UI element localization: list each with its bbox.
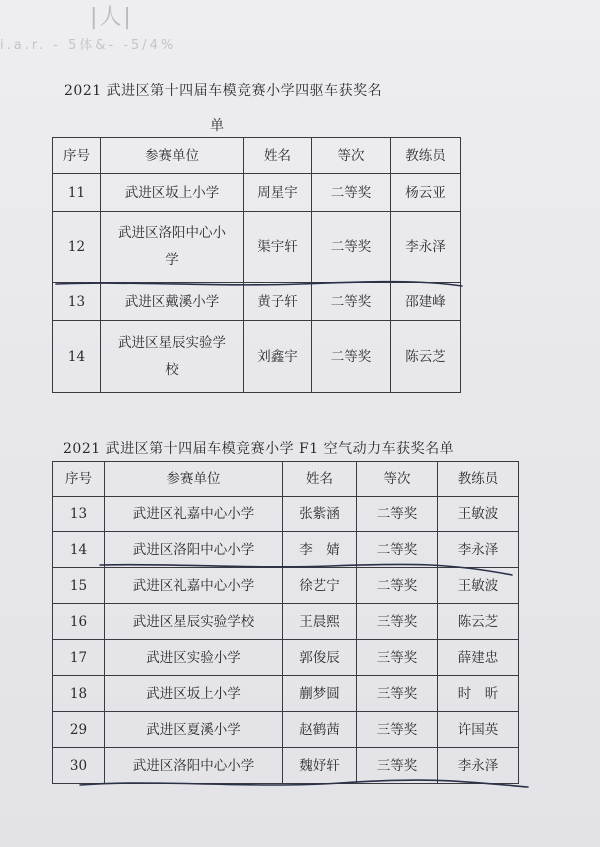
table1-title-continued: 单 [210, 118, 225, 134]
table-row [53, 212, 461, 283]
table2-title: 2021 武进区第十四届车模竞赛小学 F1 空气动力车获奖名单 [63, 441, 455, 457]
table-row [53, 640, 519, 676]
table-row [53, 748, 519, 784]
cell-number: 17 [53, 640, 105, 676]
cell-school: 武进区洛阳中心小学 [105, 748, 283, 784]
table-row [53, 676, 519, 712]
cell-award: 三等奖 [357, 676, 438, 712]
cell-award: 二等奖 [312, 174, 391, 212]
cell-award: 三等奖 [357, 712, 438, 748]
table-row [53, 497, 519, 532]
cell-name: 赵鹤茜 [283, 712, 357, 748]
table-row [53, 532, 519, 568]
header-cell: 姓名 [283, 462, 357, 497]
cell-award: 三等奖 [357, 748, 438, 784]
cell-school: 武进区夏溪小学 [105, 712, 283, 748]
cell-school: 武进区洛阳中心小学 [105, 532, 283, 568]
cell-award: 三等奖 [357, 604, 438, 640]
bleed-through-ghost-text: i.a.r. - 5体&- -5/4% [0, 38, 177, 53]
cell-coach: 杨云亚 [391, 174, 461, 212]
header-cell: 序号 [53, 138, 101, 174]
table-header-row [53, 462, 519, 497]
header-cell: 等次 [312, 138, 391, 174]
cell-coach: 时 昕 [438, 676, 519, 712]
header-cell: 教练员 [438, 462, 519, 497]
cell-name: 王晨熙 [283, 604, 357, 640]
cell-award: 二等奖 [357, 568, 438, 604]
cell-award: 二等奖 [312, 212, 391, 283]
cell-number: 18 [53, 676, 105, 712]
cell-school: 武进区坂上小学 [105, 676, 283, 712]
cell-number: 14 [53, 532, 105, 568]
cell-school: 武进区星辰实验学校 [105, 604, 283, 640]
header-cell: 等次 [357, 462, 438, 497]
cell-school: 武进区礼嘉中心小学 [105, 568, 283, 604]
cell-number: 29 [53, 712, 105, 748]
cell-award: 二等奖 [312, 283, 391, 321]
cell-number: 11 [53, 174, 101, 212]
header-cell: 参赛单位 [105, 462, 283, 497]
cell-name: 魏妤轩 [283, 748, 357, 784]
cell-name: 徐艺宁 [283, 568, 357, 604]
award-table-four-wheel-drive [52, 137, 461, 393]
cell-number: 12 [53, 212, 101, 283]
header-cell: 姓名 [244, 138, 312, 174]
cell-school: 武进区实验小学 [105, 640, 283, 676]
table-row [53, 712, 519, 748]
table-row [53, 568, 519, 604]
table-row [53, 174, 461, 212]
cell-award: 二等奖 [357, 532, 438, 568]
table1-title: 2021 武进区第十四届车模竞赛小学四驱车获奖名 [64, 83, 383, 99]
cell-coach: 李永泽 [438, 532, 519, 568]
cell-school: 武进区戴溪小学 [101, 283, 244, 321]
cell-coach: 许国英 [438, 712, 519, 748]
cell-name: 李 婧 [283, 532, 357, 568]
bleed-through-glyph: |人| [90, 5, 133, 30]
cell-coach: 王敏波 [438, 568, 519, 604]
cell-number: 13 [53, 497, 105, 532]
cell-name: 张紫涵 [283, 497, 357, 532]
cell-name: 刘鑫宇 [244, 321, 312, 393]
bleed-through-text [0, 0, 600, 60]
table-row [53, 283, 461, 321]
cell-name: 郭俊辰 [283, 640, 357, 676]
cell-coach: 陈云芝 [438, 604, 519, 640]
cell-coach: 薛建忠 [438, 640, 519, 676]
cell-coach: 陈云芝 [391, 321, 461, 393]
table-row [53, 321, 461, 393]
cell-award: 二等奖 [357, 497, 438, 532]
table-header-row [53, 138, 461, 174]
header-cell: 序号 [53, 462, 105, 497]
cell-coach: 李永泽 [391, 212, 461, 283]
cell-school: 武进区洛阳中心小学 [101, 212, 244, 283]
award-table-f1-aerodynamic-car [52, 461, 519, 784]
cell-name: 蒯梦圆 [283, 676, 357, 712]
cell-name: 黄子轩 [244, 283, 312, 321]
cell-school: 武进区坂上小学 [101, 174, 244, 212]
cell-number: 13 [53, 283, 101, 321]
cell-name: 渠宇轩 [244, 212, 312, 283]
cell-coach: 李永泽 [438, 748, 519, 784]
cell-name: 周星宇 [244, 174, 312, 212]
cell-award: 三等奖 [357, 640, 438, 676]
cell-school: 武进区礼嘉中心小学 [105, 497, 283, 532]
cell-number: 16 [53, 604, 105, 640]
cell-number: 14 [53, 321, 101, 393]
cell-school: 武进区星辰实验学校 [101, 321, 244, 393]
header-cell: 教练员 [391, 138, 461, 174]
cell-award: 二等奖 [312, 321, 391, 393]
table-row [53, 604, 519, 640]
cell-coach: 邵建峰 [391, 283, 461, 321]
cell-coach: 王敏波 [438, 497, 519, 532]
header-cell: 参赛单位 [101, 138, 244, 174]
cell-number: 30 [53, 748, 105, 784]
cell-number: 15 [53, 568, 105, 604]
